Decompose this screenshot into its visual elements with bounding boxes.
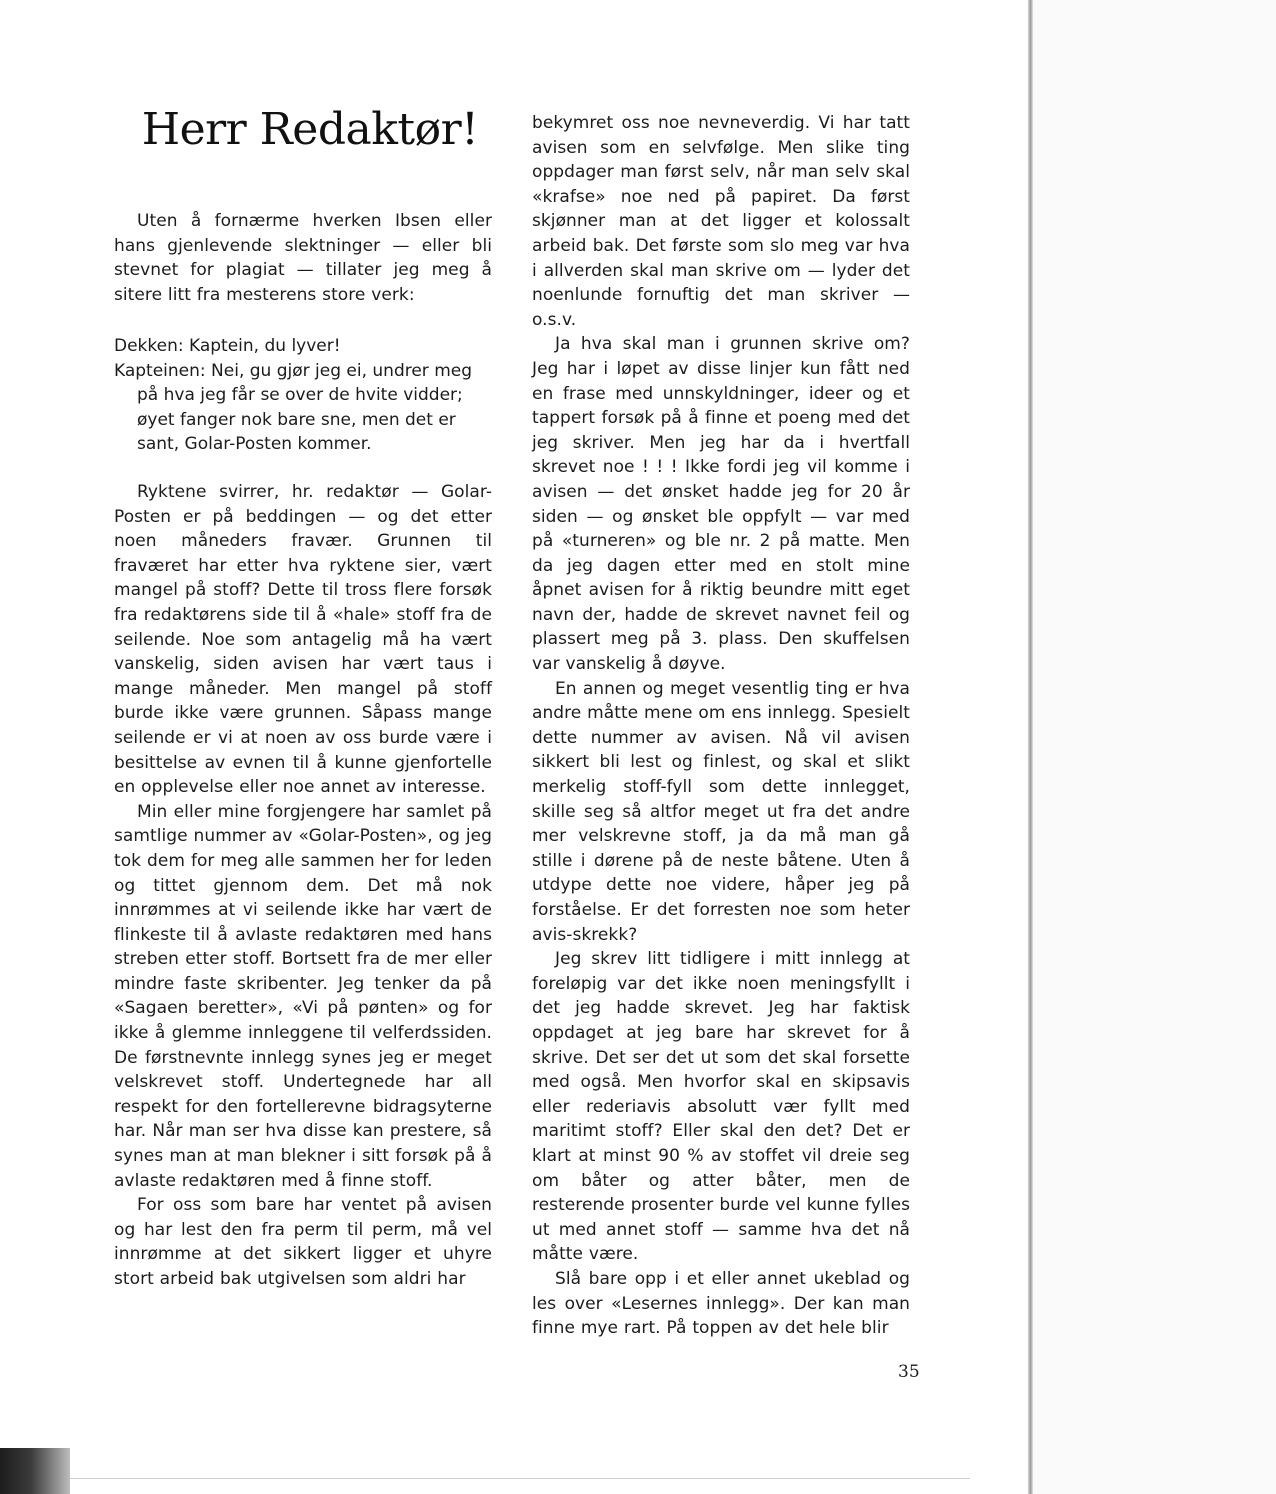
article-title: Herr Redaktør! (141, 104, 479, 155)
body-paragraph: Ja hva skal man i grunnen skrive om? Jeg har i løpet av disse linjer kun fått ned en frase med unnskyldninger, ideer og et tappert forsøk på å finne et poeng med det jeg skriver. Men jeg har da i hvertfall skrevet noe ! ! ! Ikke fordi jeg vil komme i avisen — det ønsket hadde jeg for 20 år siden — og ønsket ble oppfylt — var med på «turneren» og ble nr. 2 på matte. Men da jeg dagen etter med en stolt mine åpnet avisen for å riktig beundre mitt eget navn der, hadde de skrevet navnet feil og plassert meg på 3. plass. Den skuffelsen var vanskelig å døyve. (532, 334, 910, 675)
body-paragraph: Slå bare opp i et eller annet ukeblad og les over «Lesernes innlegg». Der kan man finne mye rart. På toppen av det hele blir (532, 1268, 910, 1339)
body-paragraph: Ryktene svirrer, hr. redaktør — Golar-Posten er på beddingen — og det etter noen måneders fravær. Grunnen til fraværet har etter hva ryktene sier, vært mangel på stoff? Dette til tross flere forsøk fra redaktørens side til å «hale» stoff fra de seilende. Noe som antagelig må ha vært vanskelig, siden avisen har vært taus i mange måneder. Men mangel på stoff burde ikke være grunnen. Såpass mange seilende er vi at noen av oss burde være i besittelse av evnen til å kunne gjenfortelle en opplevelse eller noe annet av interesse. (114, 482, 492, 798)
body-paragraph: For oss som bare har ventet på avisen og har lest den fra perm til perm, må vel innrømme at det sikkert ligger et uhyre stort arbeid bak utgivelsen som aldri har (114, 1195, 492, 1289)
scan-corner-shadow (0, 1448, 70, 1494)
adjacent-page (1033, 0, 1276, 1494)
page-edge-shadow (1028, 0, 1033, 1494)
body-paragraph: bekymret oss noe nevneverdig. Vi har tatt avisen som en selvfølge. Men slike ting oppdager man først selv, når man selv skal «krafse» noe ned på papiret. Da først skjønner man at det ligger et kolossalt arbeid bak. Det første som slo meg var hva i allverden skal man skrive om — lyder det noenlunde fornuftig det man skriver — o.s.v. (532, 113, 910, 330)
quote-line: Kapteinen: Nei, gu gjør jeg ei, undrer meg på hva jeg får se over de hvite vidder; øyet fanger nok bare sne, men det er sant, Golar-Posten kommer. (114, 360, 473, 455)
intro-column (114, 209, 492, 307)
body-paragraph: En annen og meget vesentlig ting er hva andre måtte mene om ens innlegg. Spesielt dette nummer av avisen. Nå vil avisen sikkert bli lest og finlest, og skal et slikt merkelig stoff-fyll som dette innlegget, skille seg så altfor meget ut fra det andre mer velskrevne stoff, ja da må man gå stille i dørene på de neste båtene. Uten å utdype dette noe videre, håper jeg på forståelse. Er det forresten noe som heter avis-skrekk? (532, 678, 910, 945)
ibsen-quote (114, 334, 492, 457)
body-paragraph: Min eller mine forgjengere har samlet på samtlige nummer av «Golar-Posten», og jeg tok dem for meg alle sammen her for leden og tittet gjennom dem. Det må nok innrømmes at vi seilende ikke har vært de flinkeste til å avlaste redaktøren med hans streben etter stoff. Bortsett fra de mer eller mindre faste skribenter. Jeg tenker da på «Sagaen beretter», «Vi på pønten» og for ikke å glemme innleggene til velferdssiden. De førstnevnte innlegg synes jeg er meget velskrevet stoff. Undertegnede har all respekt for den fortellerevne bidragsyterne har. Når man ser hva disse kan prestere, så synes man at man blekner i sitt forsøk på å avlaste redaktøren med å finne stoff. (114, 801, 492, 1191)
page-bottom-line (70, 1478, 970, 1479)
intro-paragraph: Uten å fornærme hverken Ibsen eller hans gjenlevende slektninger — eller bli stevnet for plagiat — tillater jeg meg å sitere litt fra mesterens store verk: (114, 211, 492, 305)
right-column (532, 111, 910, 1341)
body-paragraph: Jeg skrev litt tidligere i mitt innlegg at foreløpig var det ikke noen meningsfyllt i det jeg hadde skrevet. Jeg har faktisk oppdaget at jeg bare har skrevet for å skrive. Det ser det ut som det skal forsette med også. Men hvorfor skal en skipsavis eller rederiavis absolutt vær fyllt med maritimt stoff? Eller skal den det? Det er klart at minst 90 % av stoffet vil dreie seg om båter og atter båter, men de resterende prosenter burde vel kunne fylles ut med annet stoff — samme hva det nå måtte være. (532, 949, 910, 1265)
quote-line: Dekken: Kaptein, du lyver! (114, 336, 341, 356)
page-number: 35 (898, 1362, 920, 1382)
left-column (114, 480, 492, 1292)
